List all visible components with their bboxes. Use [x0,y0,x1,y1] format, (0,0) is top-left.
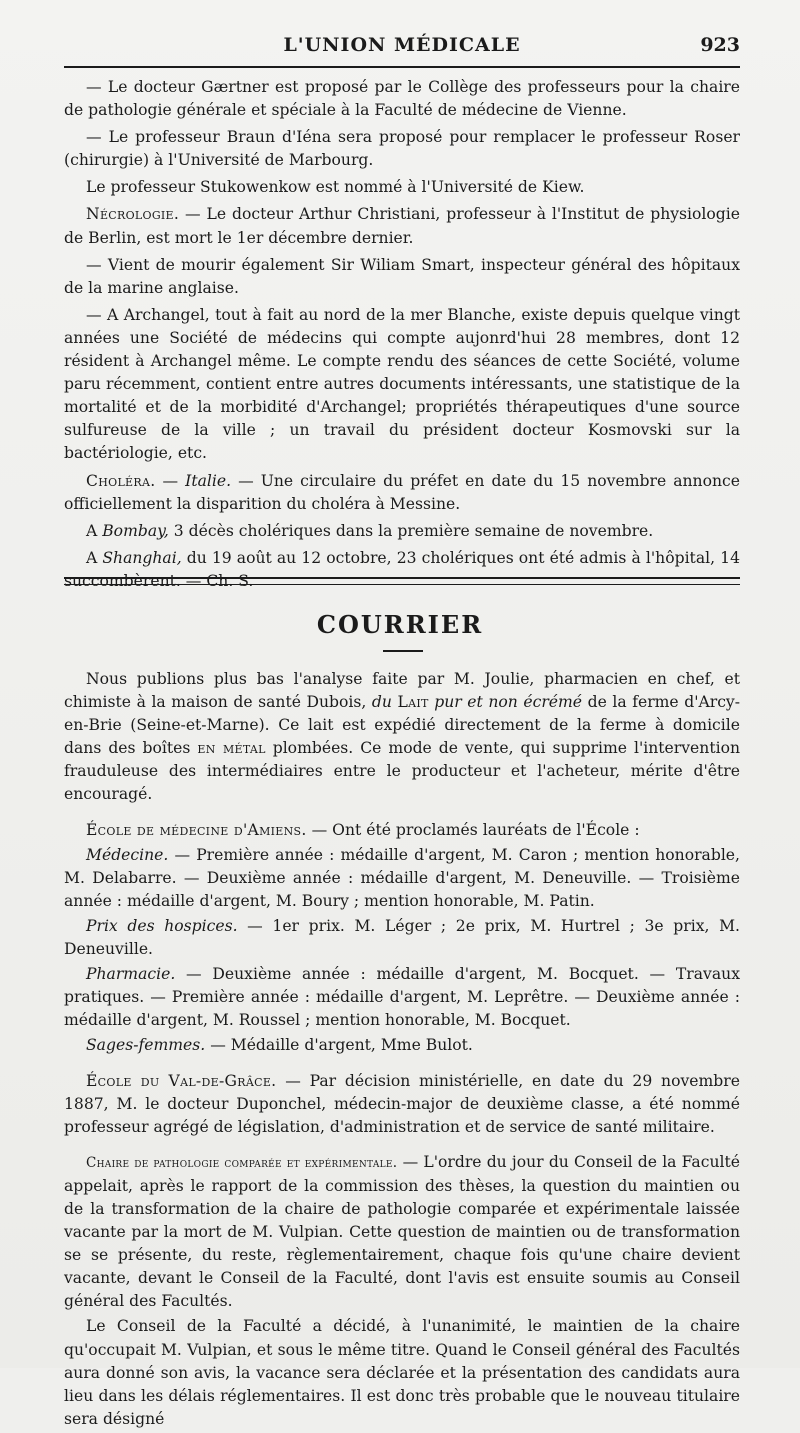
paragraph-cholera: Choléra. — Italie. — Une circulaire du préfet en date du 15 novembre annonce officiellement la disparition du choléra à Messine. [64,471,740,513]
chaire-label: Chaire de pathologie comparée et expérimentale. [86,1154,398,1171]
section-divider [64,577,740,585]
shanghai-prefix: A [86,548,103,567]
hospices-text: — 1er prix. M. Léger ; 2e prix, M. Hurtrel ; 3e prix, M. Deneuville. [64,916,740,959]
paragraph-sagesfemmes [64,1034,740,1057]
pharmacie-label: Pharmacie. [86,965,176,984]
paragraph-lait [64,668,740,807]
paragraph-archangel: — A Archangel, tout à fait au nord de la mer Blanche, existe depuis quelque vingt années une Société de médecins qui compte aujonrd'hui 28 membres, dont 12 résident à Archangel même. Le compte rendu des séances de cette Société, volume paru récemment, contient entre autres documents intéressants, une statistique de la mortalité et de la morbidité d'Archangel; propriétés thérapeutiques d'une source sulfureuse de la ville ; un travail du président docteur Kosmovski sur la bactériologie, etc. [64,305,740,463]
page-header [64,34,740,64]
news-section [64,76,740,597]
paragraph-braun: — Le professeur Braun d'Iéna sera proposé pour remplacer le professeur Roser (chirurgie) à l'Université de Marbourg. [64,128,740,170]
amiens-label: École de médecine d'Amiens. [86,820,307,839]
paragraph-medecine [64,844,740,913]
shanghai-text: du 19 août au 12 octobre, 23 cholériques ont été admis à l'hôpital, 14 succombèrent. — Ch. S. [64,548,740,590]
running-title: L'UNION MÉDICALE [283,34,521,56]
paragraph-valdegrace [64,1070,740,1139]
courrier-title-rule [383,650,423,652]
paragraph-stukowenkow: Le professeur Stukowenkow est nommé à l'Université de Kiew. [86,178,585,197]
lait-word: Lait [397,693,429,712]
sagesfemmes-label: Sages-femmes. [86,1036,206,1055]
cholera-text: — Une circulaire du préfet en date du 15 novembre annonce officiellement la disparition du choléra à Messine. [64,471,740,513]
paragraph-conseil: Le Conseil de la Faculté a décidé, à l'unanimité, le maintien de la chaire qu'occupait M. Vulpian, et sous le même titre. Quand le Conseil général des Facultés aura donné son avis, la vacance sera déclarée et la présentation des candidats aura lieu dans les délais réglementaires. Il est donc très probable que le nouveau titulaire sera désigné [64,1317,740,1428]
paragraph-chaire [64,1151,740,1314]
lait-text-1: Nous publions plus bas l'analyse faite par M. Joulie, pharmacien en chef, et chimiste à la maison de santé Dubois, [64,670,740,712]
necrologie-label: Nécrologie. [86,205,180,224]
lait-text-3: plombées. Ce mode de vente, qui supprime l'intervention frauduleuse des intermédiaires entre le producteur et l'acheteur, mérite d'être encouragé. [64,739,741,804]
hospices-label: Prix des hospices. [86,916,238,935]
lait-text-2: de la ferme d'Arcy-en-Brie (Seine-et-Marne). Ce lait est expédié directement de la ferme à domicile dans des boîtes [64,693,741,758]
paragraph-bombay [64,520,740,543]
necrologie-text: — Le docteur Arthur Christiani, professeur à l'Institut de physiologie de Berlin, est mort le 1er décembre dernier. [64,205,740,247]
valdegrace-text: — Par décision ministérielle, en date du 29 novembre 1887, M. le docteur Duponchel, médecin-major de deuxième classe, a été nommé professeur agrégé de législation, d'administration et de service de santé militaire. [64,1071,740,1136]
pharmacie-text: — Deuxième année : médaille d'argent, M. Bocquet. — Travaux pratiques. — Première année : médaille d'argent, M. Leprêtre. — Deuxième année : médaille d'argent, M. Roussel ; mention honorable, M. Bocquet. [64,965,740,1030]
page-number: 923 [700,34,740,56]
cholera-italie: Italie. [185,471,232,490]
paragraph-gaertner: — Le docteur Gærtner est proposé par le Collège des professeurs pour la chaire de pathologie générale et spéciale à la Faculté de médecine de Vienne. [64,78,740,120]
bombay-place: Bombay, [102,521,169,540]
chaire-text: — L'ordre du jour du Conseil de la Faculté appelait, après le rapport de la commission des thèses, la question du maintien ou de la transformation de la chaire de pathologie comparée et expérimentale laissée vacante par la mort de M. Vulpian. Cette question de maintien ou de transformation se se présente, du reste, règlementairement, chaque fois qu'une chaire devient vacante, devant le Conseil de la Faculté, dont l'avis est ensuite soumis au Conseil général des Facultés. [64,1152,740,1311]
lait-metal: en métal [197,739,266,758]
paragraph-shanghai [64,547,740,593]
bombay-prefix: A [86,521,103,540]
shanghai-place: Shanghai, [102,548,182,567]
medecine-text: — Première année : médaille d'argent, M. Caron ; mention honorable, M. Delabarre. — Deuxième année : médaille d'argent, M. Deneuville. — Troisième année : médaille d'argent, M. Boury ; mention honorable, M. Patin. [64,845,740,910]
paragraph-pharmacie [64,963,740,1032]
lait-du: du [371,693,398,712]
header-rule [64,66,740,68]
paragraph-necrologie [64,203,740,249]
sagesfemmes-text: — Médaille d'argent, Mme Bulot. [205,1036,473,1055]
amiens-text: — Ont été proclamés lauréats de l'École : [306,820,640,839]
valdegrace-label: École du Val-de-Grâce. [86,1071,277,1090]
medecine-label: Médecine. [86,845,169,864]
paragraph-hospices [64,915,740,961]
courrier-section [64,668,740,1433]
lait-italic: pur et non écrémé [428,693,583,712]
bombay-text: 3 décès cholériques dans la première semaine de novembre. [168,521,654,540]
paragraph-amiens [64,819,740,842]
paragraph-smart: — Vient de mourir également Sir Wiliam Smart, inspecteur général des hôpitaux de la marine anglaise. [64,255,740,297]
cholera-label: Choléra. [86,471,156,490]
courrier-title: COURRIER [316,610,484,639]
